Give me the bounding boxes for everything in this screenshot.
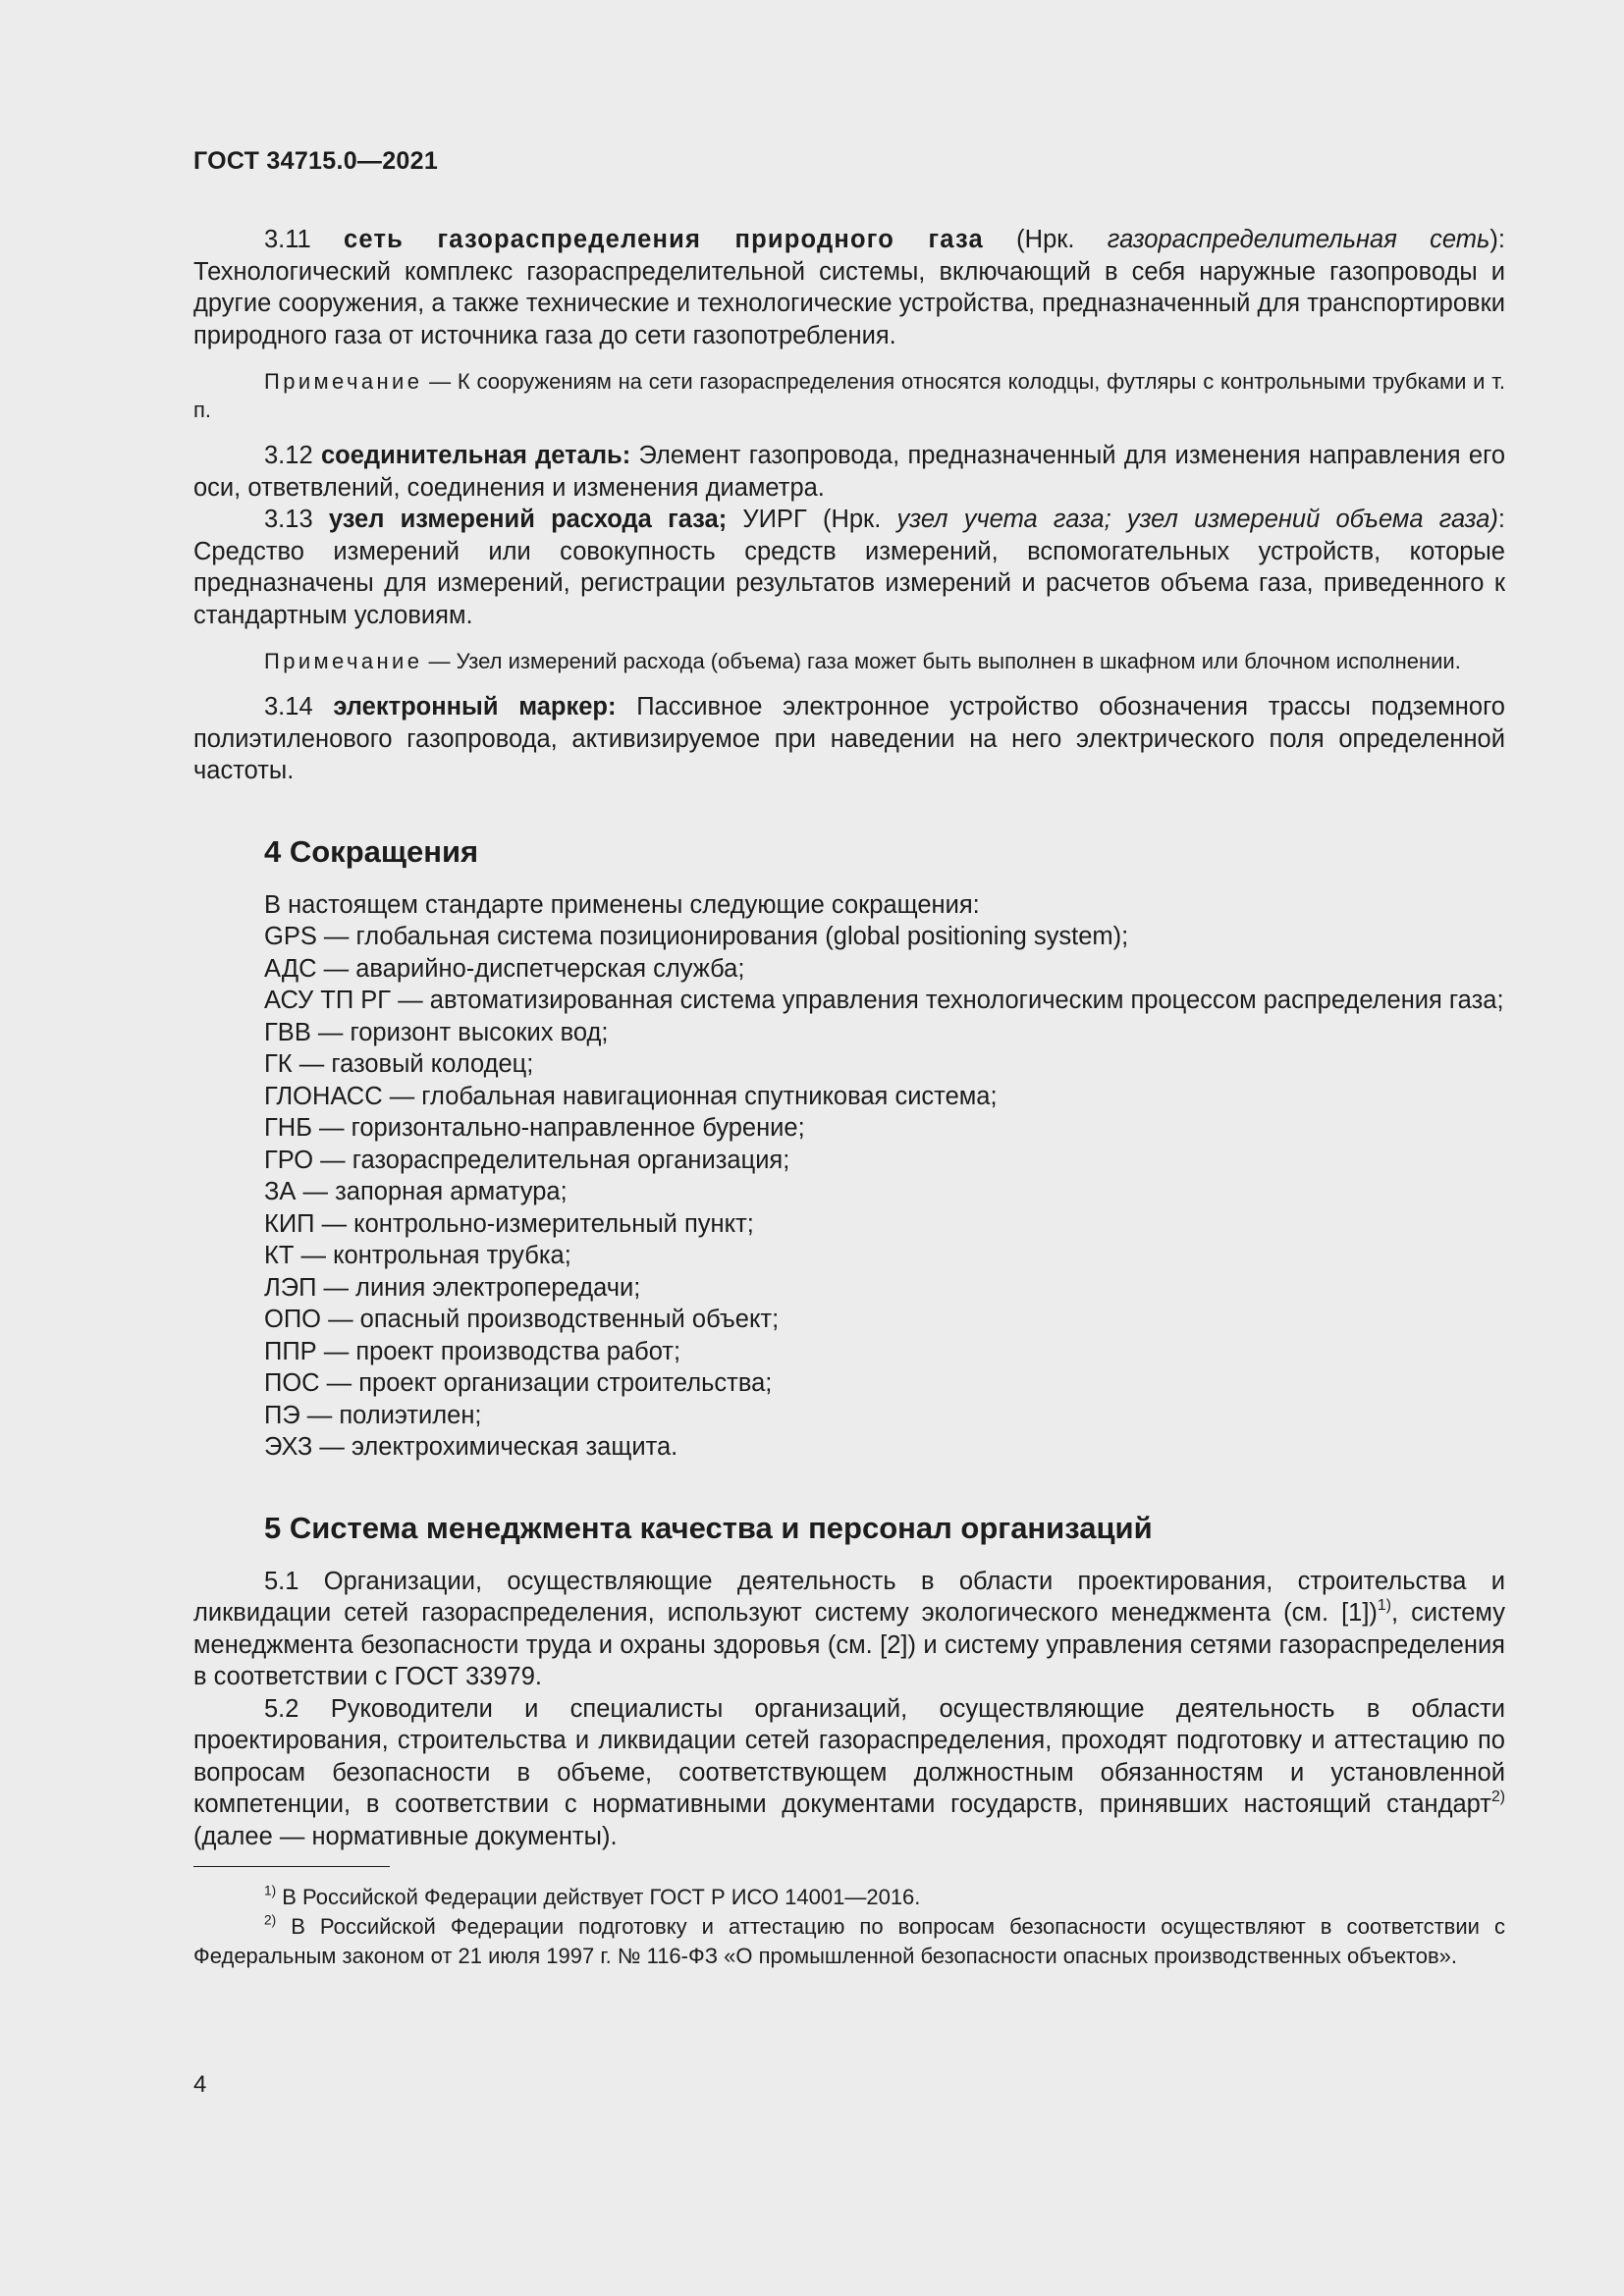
term-alt: газораспределительная сеть [1107,226,1490,253]
term-name: соединительная деталь: [320,442,631,469]
abbreviation-item: АДС — аварийно-диспетчерская служба; [264,954,745,983]
footnote-2 [193,1912,1505,1971]
note-2 [193,647,1505,675]
footnote-ref-2: 2) [1490,1788,1505,1805]
footnote-mark: 1) [264,1883,277,1898]
term-3-13 [193,504,1505,631]
term-alt: узел учета газа; узел измерений объема газа) [896,506,1498,533]
paragraph-text: (далее — нормативные документы). [193,1822,618,1850]
term-3-14 [193,691,1505,787]
abbreviation-item: КТ — контрольная трубка; [264,1242,571,1269]
term-name: электронный маркер: [333,693,617,721]
page-number: 4 [193,2071,207,2098]
abbreviation-item: ГК — газовый колодец; [264,1050,534,1078]
abbreviation-item: КИП — контрольно-измерительный пункт; [264,1209,754,1238]
note-text: — К сооружениям на сети газораспределения относятся колодцы, футляры с контрольными трубками и т. п. [193,369,1505,422]
abbreviation-item: ПЭ — полиэтилен; [264,1401,482,1429]
abbreviations-intro: В настоящем стандарте применены следующие сокращения: [264,890,980,919]
footnote-ref-1: 1) [1377,1596,1391,1614]
note-label: Примечание [264,649,423,673]
term-pre-alt: УИРГ (Нрк. [727,506,897,533]
abbreviation-item: ЛЭП — линия электропередачи; [264,1273,641,1302]
footnote-text: В Российской Федерации действует ГОСТ Р ИСО 14001—2016. [276,1885,921,1909]
abbreviation-item: ГЛОНАСС — глобальная навигационная спутниковая система; [264,1082,998,1110]
term-number: 3.11 [264,226,311,253]
abbreviation-item: ГРО — газораспределительная организация; [264,1146,790,1174]
document-header: ГОСТ 34715.0—2021 [193,147,439,175]
abbreviation-item: ПОС — проект организации строительства; [264,1369,773,1397]
document-body [193,224,1505,1971]
footnote-text: В Российской Федерации подготовку и аттестацию по вопросам безопасности осуществляют в соответствии с Федеральным законом от 21 июля 1997 г. № 116-ФЗ «О промышленной безопасности опасных производственных объектов». [193,1914,1505,1968]
abbreviation-item: ЗА — запорная арматура; [264,1178,568,1205]
paragraph-5-2 [193,1693,1505,1853]
term-3-12 [193,440,1505,504]
abbreviations-list [193,921,1505,1464]
footnote-mark: 2) [264,1912,277,1928]
term-pre-alt: (Нрк. [983,226,1108,253]
term-number: 3.13 [264,506,313,533]
paragraph-5-1 [193,1566,1505,1693]
abbreviation-item: ГНБ — горизонтально-направленное бурение; [264,1114,805,1142]
footnote-1 [193,1883,1505,1912]
abbreviation-item: ГВВ — горизонт высоких вод; [264,1018,609,1046]
term-3-11 [193,224,1505,351]
note-text: — Узел измерений расхода (объема) газа может быть выполнен в шкафном или блочном исполнении. [422,649,1461,673]
footnote-divider [193,1866,390,1867]
term-definition: : Средство измерений или совокупность средств измерений, вспомогательных устройств, которые предназначены для измерений, регистрации результатов измерений и расчетов объема газа, приведенного к стандартным условиям. [193,506,1506,629]
note-label: Примечание [264,369,423,394]
abbreviation-item: ОПО — опасный производственный объект; [264,1306,780,1333]
term-number: 3.14 [264,693,313,721]
section-5-heading: 5 Система менеджмента качества и персонал организаций [264,1510,1153,1545]
paragraph-text: , систему менеджмента безопасности труда и охраны здоровья (см. [2]) и систему управления сетями газораспределения в соответствии с ГОСТ 33979. [193,1599,1505,1690]
term-name: узел измерений расхода газа; [328,506,728,533]
term-name: сеть газораспределения природного газа [344,226,984,253]
abbreviation-item: ЭХЗ — электрохимическая защита. [264,1433,678,1461]
term-definition: Элемент газопровода, предназначенный для изменения направления его оси, ответвлений, соединения и изменения диаметра. [193,442,1505,502]
term-number: 3.12 [264,442,313,469]
abbreviation-item: ППР — проект производства работ; [264,1337,681,1365]
section-4-heading: 4 Сокращения [264,833,479,869]
note-1 [193,367,1505,424]
term-definition: Пассивное электронное устройство обозначения трассы подземного полиэтиленового газопровода, активизируемое при наведении на него электрического поля определенной частоты. [193,693,1505,784]
paragraph-text: 5.2 Руководители и специалисты организаций, осуществляющие деятельность в области проектирования, строительства и ликвидации сетей газораспределения, проходят подготовку и аттестацию по вопросам безопасности в объеме, соответствующем должностным обязанностям и установленной компетенции, в соответствии с нормативными документами государств, принявших настоящий стандарт [193,1694,1505,1818]
abbreviation-item: АСУ ТП РГ — автоматизированная система управления технологическим процессом распределения газа; [264,987,1504,1014]
term-definition: ): Технологический комплекс газораспределительной системы, включающий в себя наружные газопроводы и другие сооружения, а также технические и технологические устройства, предназначенный для транспортировки природного газа от источника газа до сети газопотребления. [193,226,1505,349]
abbreviation-item: GPS — глобальная система позиционирования (global positioning system); [264,923,1129,950]
paragraph-text: 5.1 Организации, осуществляющие деятельность в области проектирования, строительства и ликвидации сетей газораспределения, используют систему экологического менеджмента (см. [1]) [193,1567,1505,1627]
